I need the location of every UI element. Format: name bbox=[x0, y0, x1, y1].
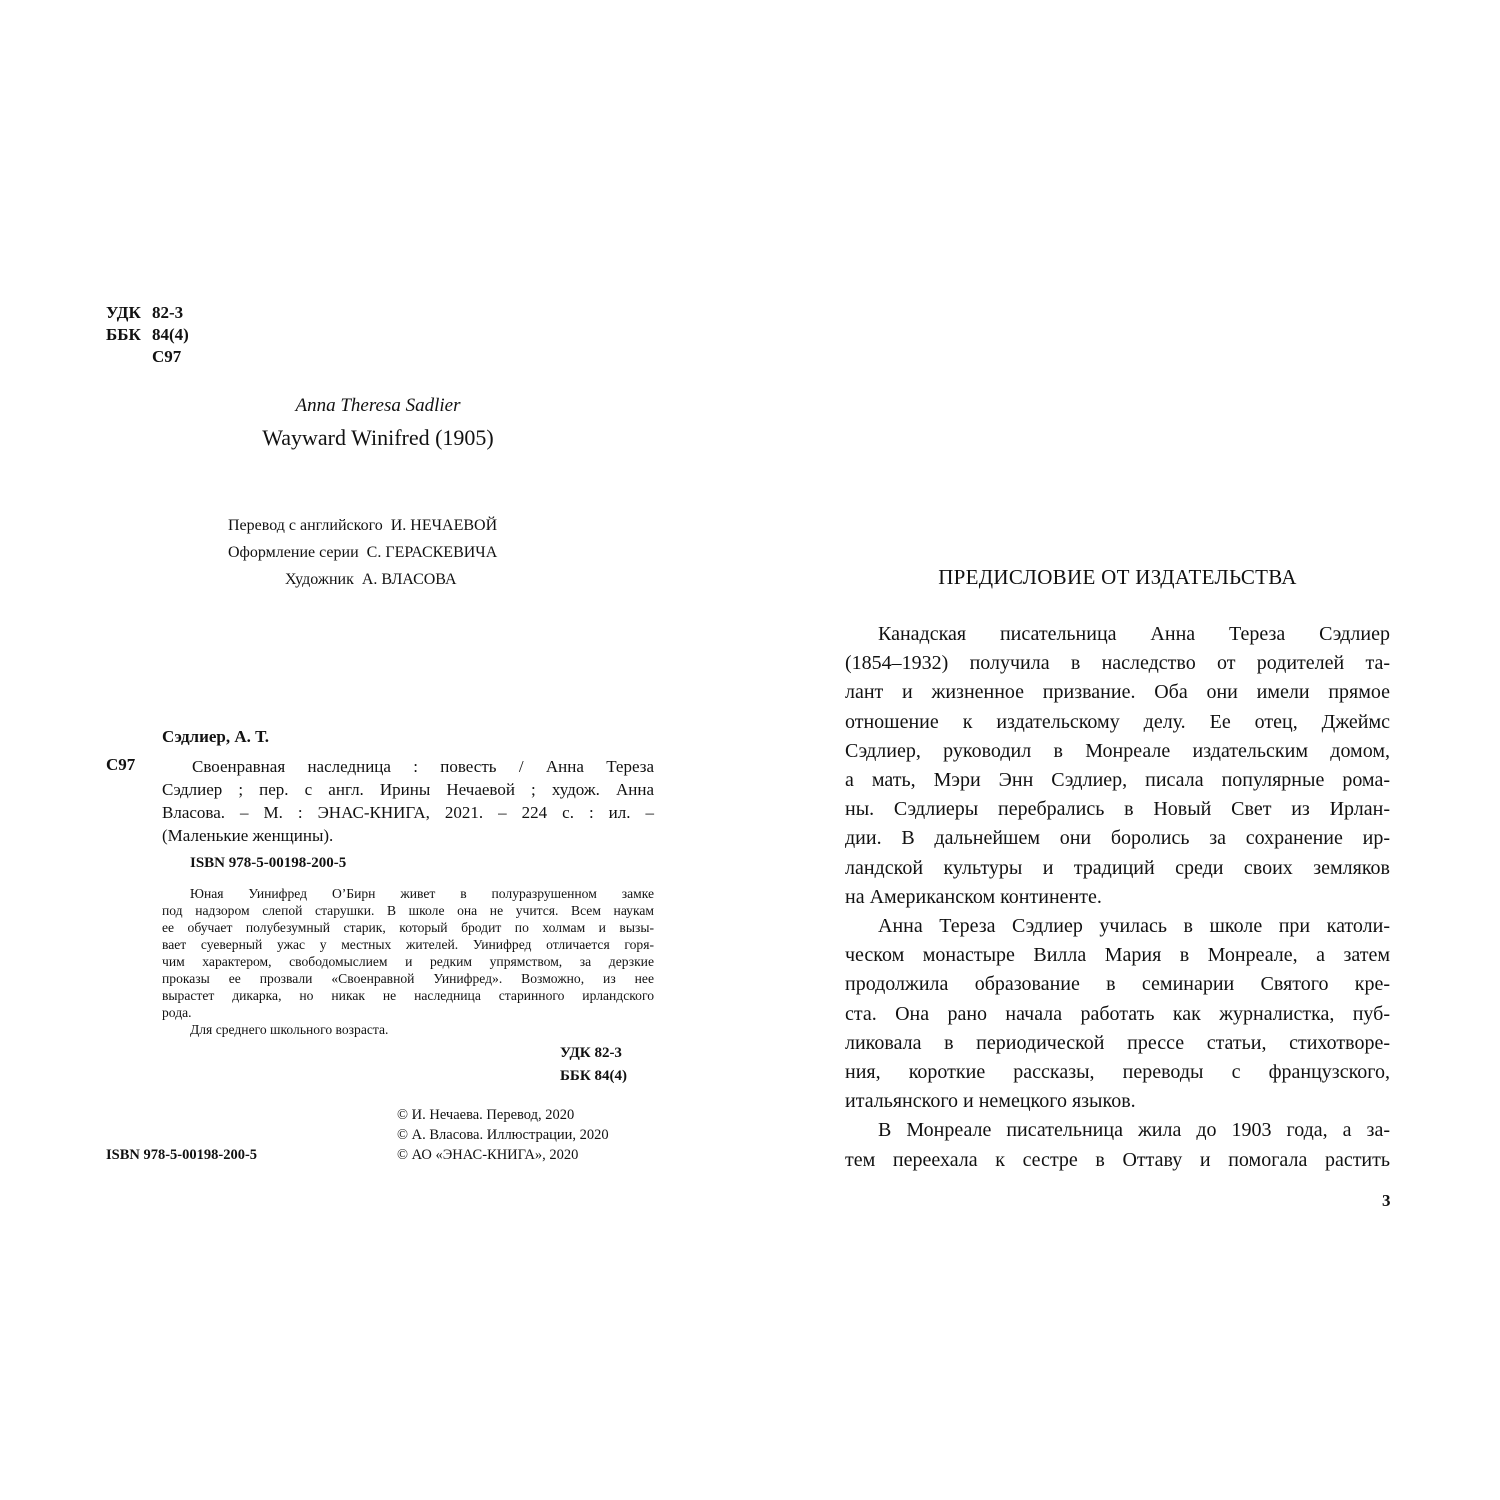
author-sign: С97 bbox=[152, 347, 182, 366]
catalog-description-line: Сэдлиер ; пер. с англ. Ирины Нечаевой ; худож. Анна bbox=[162, 780, 654, 799]
prose-line: дии. В дальнейшем они боролись за сохранение ир- bbox=[845, 827, 1390, 850]
foreword-text bbox=[845, 620, 1390, 1175]
credit-series-design: Оформление серии С. ГЕРАСКЕВИЧА bbox=[228, 544, 498, 561]
catalog-isbn: ISBN 978-5-00198-200-5 bbox=[190, 855, 347, 871]
audience-note: Для среднего школьного возраста. bbox=[190, 1022, 389, 1037]
catalog-bbk: ББК 84(4) bbox=[560, 1068, 627, 1084]
catalog-description bbox=[162, 755, 654, 847]
catalog-description-line: (Маленькие женщины). bbox=[162, 826, 334, 845]
page-number: 3 bbox=[1382, 1191, 1391, 1210]
prose-line: а мать, Мэри Энн Сэдлиер, писала популярные рома- bbox=[845, 769, 1390, 792]
catalog-description-line: Власова. – М. : ЭНАС-КНИГА, 2021. – 224 с. : ил. – bbox=[162, 803, 654, 822]
credits bbox=[228, 512, 497, 593]
prose-line: тем переехала к сестре в Оттаву и помогала растить bbox=[845, 1148, 1390, 1171]
copyright-line: © АО «ЭНАС-КНИГА», 2020 bbox=[397, 1147, 579, 1163]
annotation-line: вырастет дикарка, но никак не наследница старинного ирландского bbox=[162, 988, 654, 1003]
prose-line: ческом монастыре Вилла Мария в Монреале, а затем bbox=[845, 944, 1390, 967]
annotation-line: проказы ее прозвали «Своенравной Уинифред». Возможно, из нее bbox=[162, 971, 654, 986]
credit-translator: Перевод с английского И. НЕЧАЕВОЙ bbox=[228, 517, 498, 534]
catalog-udk: УДК 82-3 bbox=[560, 1045, 622, 1061]
catalog-description-line: Своенравная наследница : повесть / Анна Тереза bbox=[192, 757, 654, 776]
prose-line: продолжила образование в семинарии Святого кре- bbox=[845, 973, 1390, 996]
isbn-bottom: ISBN 978-5-00198-200-5 bbox=[106, 1147, 258, 1163]
prose-line: ны. Сэдлиеры перебрались в Новый Свет из Ирлан- bbox=[845, 798, 1390, 821]
catalog-author-sign: С97 bbox=[106, 755, 136, 774]
prose-line: лант и жизненное призвание. Оба они имели прямое bbox=[845, 681, 1390, 704]
chapter-title: ПРЕДИСЛОВИЕ ОТ ИЗДАТЕЛЬСТВА bbox=[938, 565, 1297, 589]
copyright-line: © А. Власова. Иллюстрации, 2020 bbox=[397, 1127, 609, 1143]
annotation-line: рода. bbox=[162, 1005, 192, 1020]
prose-line: итальянского и немецкого языков. bbox=[845, 1090, 1136, 1113]
annotation-line: ее обучает полубезумный старик, который бродит по холмам и вызы- bbox=[162, 920, 654, 935]
udk-label: УДК bbox=[106, 303, 141, 322]
prose-line: на Американском континенте. bbox=[845, 885, 1102, 908]
annotation bbox=[162, 885, 654, 1038]
prose-line: (1854–1932) получила в наследство от родителей та- bbox=[845, 652, 1390, 675]
annotation-line: Юная Уинифред О’Бирн живет в полуразрушенном замке bbox=[190, 886, 654, 901]
prose-line: отношение к издательскому делу. Ее отец, Джеймс bbox=[845, 710, 1390, 733]
bbk-label: ББК bbox=[106, 325, 141, 344]
bbk-value: 84(4) bbox=[152, 325, 189, 344]
catalog-codes bbox=[106, 302, 189, 368]
annotation-line: чим характером, свободомыслием и редким упрямством, за дерзкие bbox=[162, 954, 654, 969]
prose-line: Сэдлиер, руководил в Монреале издательским домом, bbox=[845, 739, 1390, 762]
prose-line: ния, короткие рассказы, переводы с французского, bbox=[845, 1061, 1390, 1084]
prose-line: ликовала в периодической прессе статьи, стихотворе- bbox=[845, 1031, 1390, 1054]
catalog-end-codes bbox=[560, 1042, 627, 1088]
original-author: Anna Theresa Sadlier bbox=[295, 395, 461, 416]
credit-illustrator: Художник А. ВЛАСОВА bbox=[285, 571, 457, 588]
original-title: Wayward Winifred (1905) bbox=[262, 425, 494, 450]
prose-line: В Монреале писательница жила до 1903 года, а за- bbox=[878, 1119, 1390, 1142]
prose-line: ста. Она рано начала работать как журналистка, пуб- bbox=[845, 1002, 1390, 1025]
copyright-line: © И. Нечаева. Перевод, 2020 bbox=[397, 1107, 575, 1123]
annotation-line: под надзором слепой старушки. В школе она не учится. Всем наукам bbox=[162, 903, 654, 918]
prose-line: Канадская писательница Анна Тереза Сэдлиер bbox=[878, 623, 1390, 645]
prose-line: ландской культуры и традиций среди своих земляков bbox=[845, 856, 1390, 879]
copyright-block bbox=[397, 1105, 609, 1165]
annotation-line: вает суеверный ужас у местных жителей. Уинифред отличается горя- bbox=[162, 937, 654, 952]
prose-line: Анна Тереза Сэдлиер училась в школе при католи- bbox=[878, 915, 1390, 938]
catalog-author-heading: Сэдлиер, А. Т. bbox=[162, 727, 270, 746]
udk-value: 82-3 bbox=[152, 303, 184, 322]
